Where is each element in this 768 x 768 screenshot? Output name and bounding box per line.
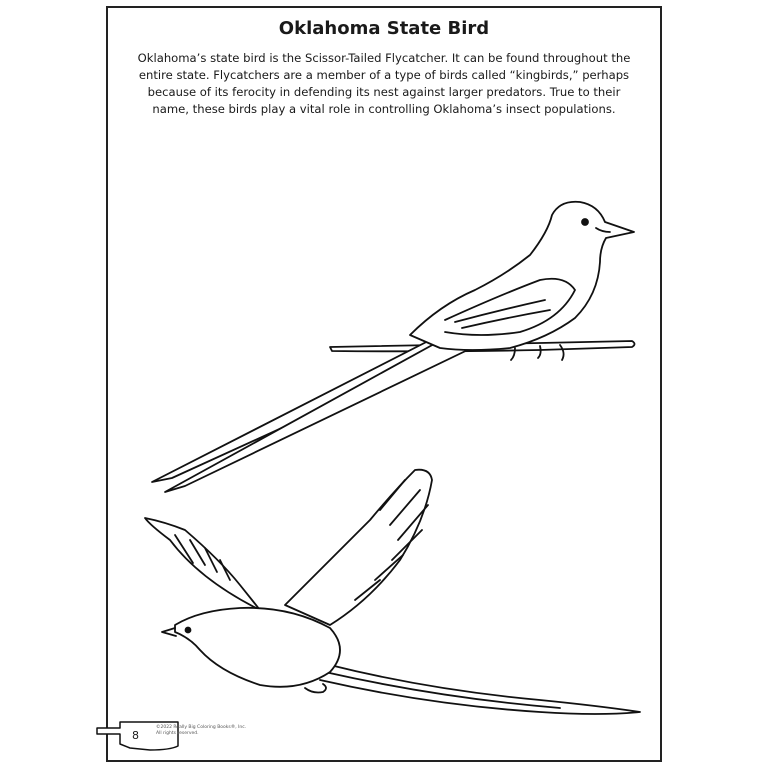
copyright-notice [156,725,266,737]
perched-bird-illustration [152,202,635,492]
intro-paragraph: Oklahoma’s state bird is the Scissor-Tailed Flycatcher. It can be found throughout the entire state. Flycatchers are a member of a type of birds called “kingbirds,” perhaps because of its ferocity in defending its nest against larger predators. True to their name, these birds play a vital role in controlling Oklahoma’s insect populations. [137,51,631,116]
copyright-line-1: ©2022 Really Big Coloring Books®, Inc. [156,725,247,730]
page-title: Oklahoma State Bird [278,18,490,39]
copyright-line-2: All rights reserved. [156,731,199,736]
flying-bird-illustration [145,470,640,714]
page-number: 8 [132,729,139,742]
